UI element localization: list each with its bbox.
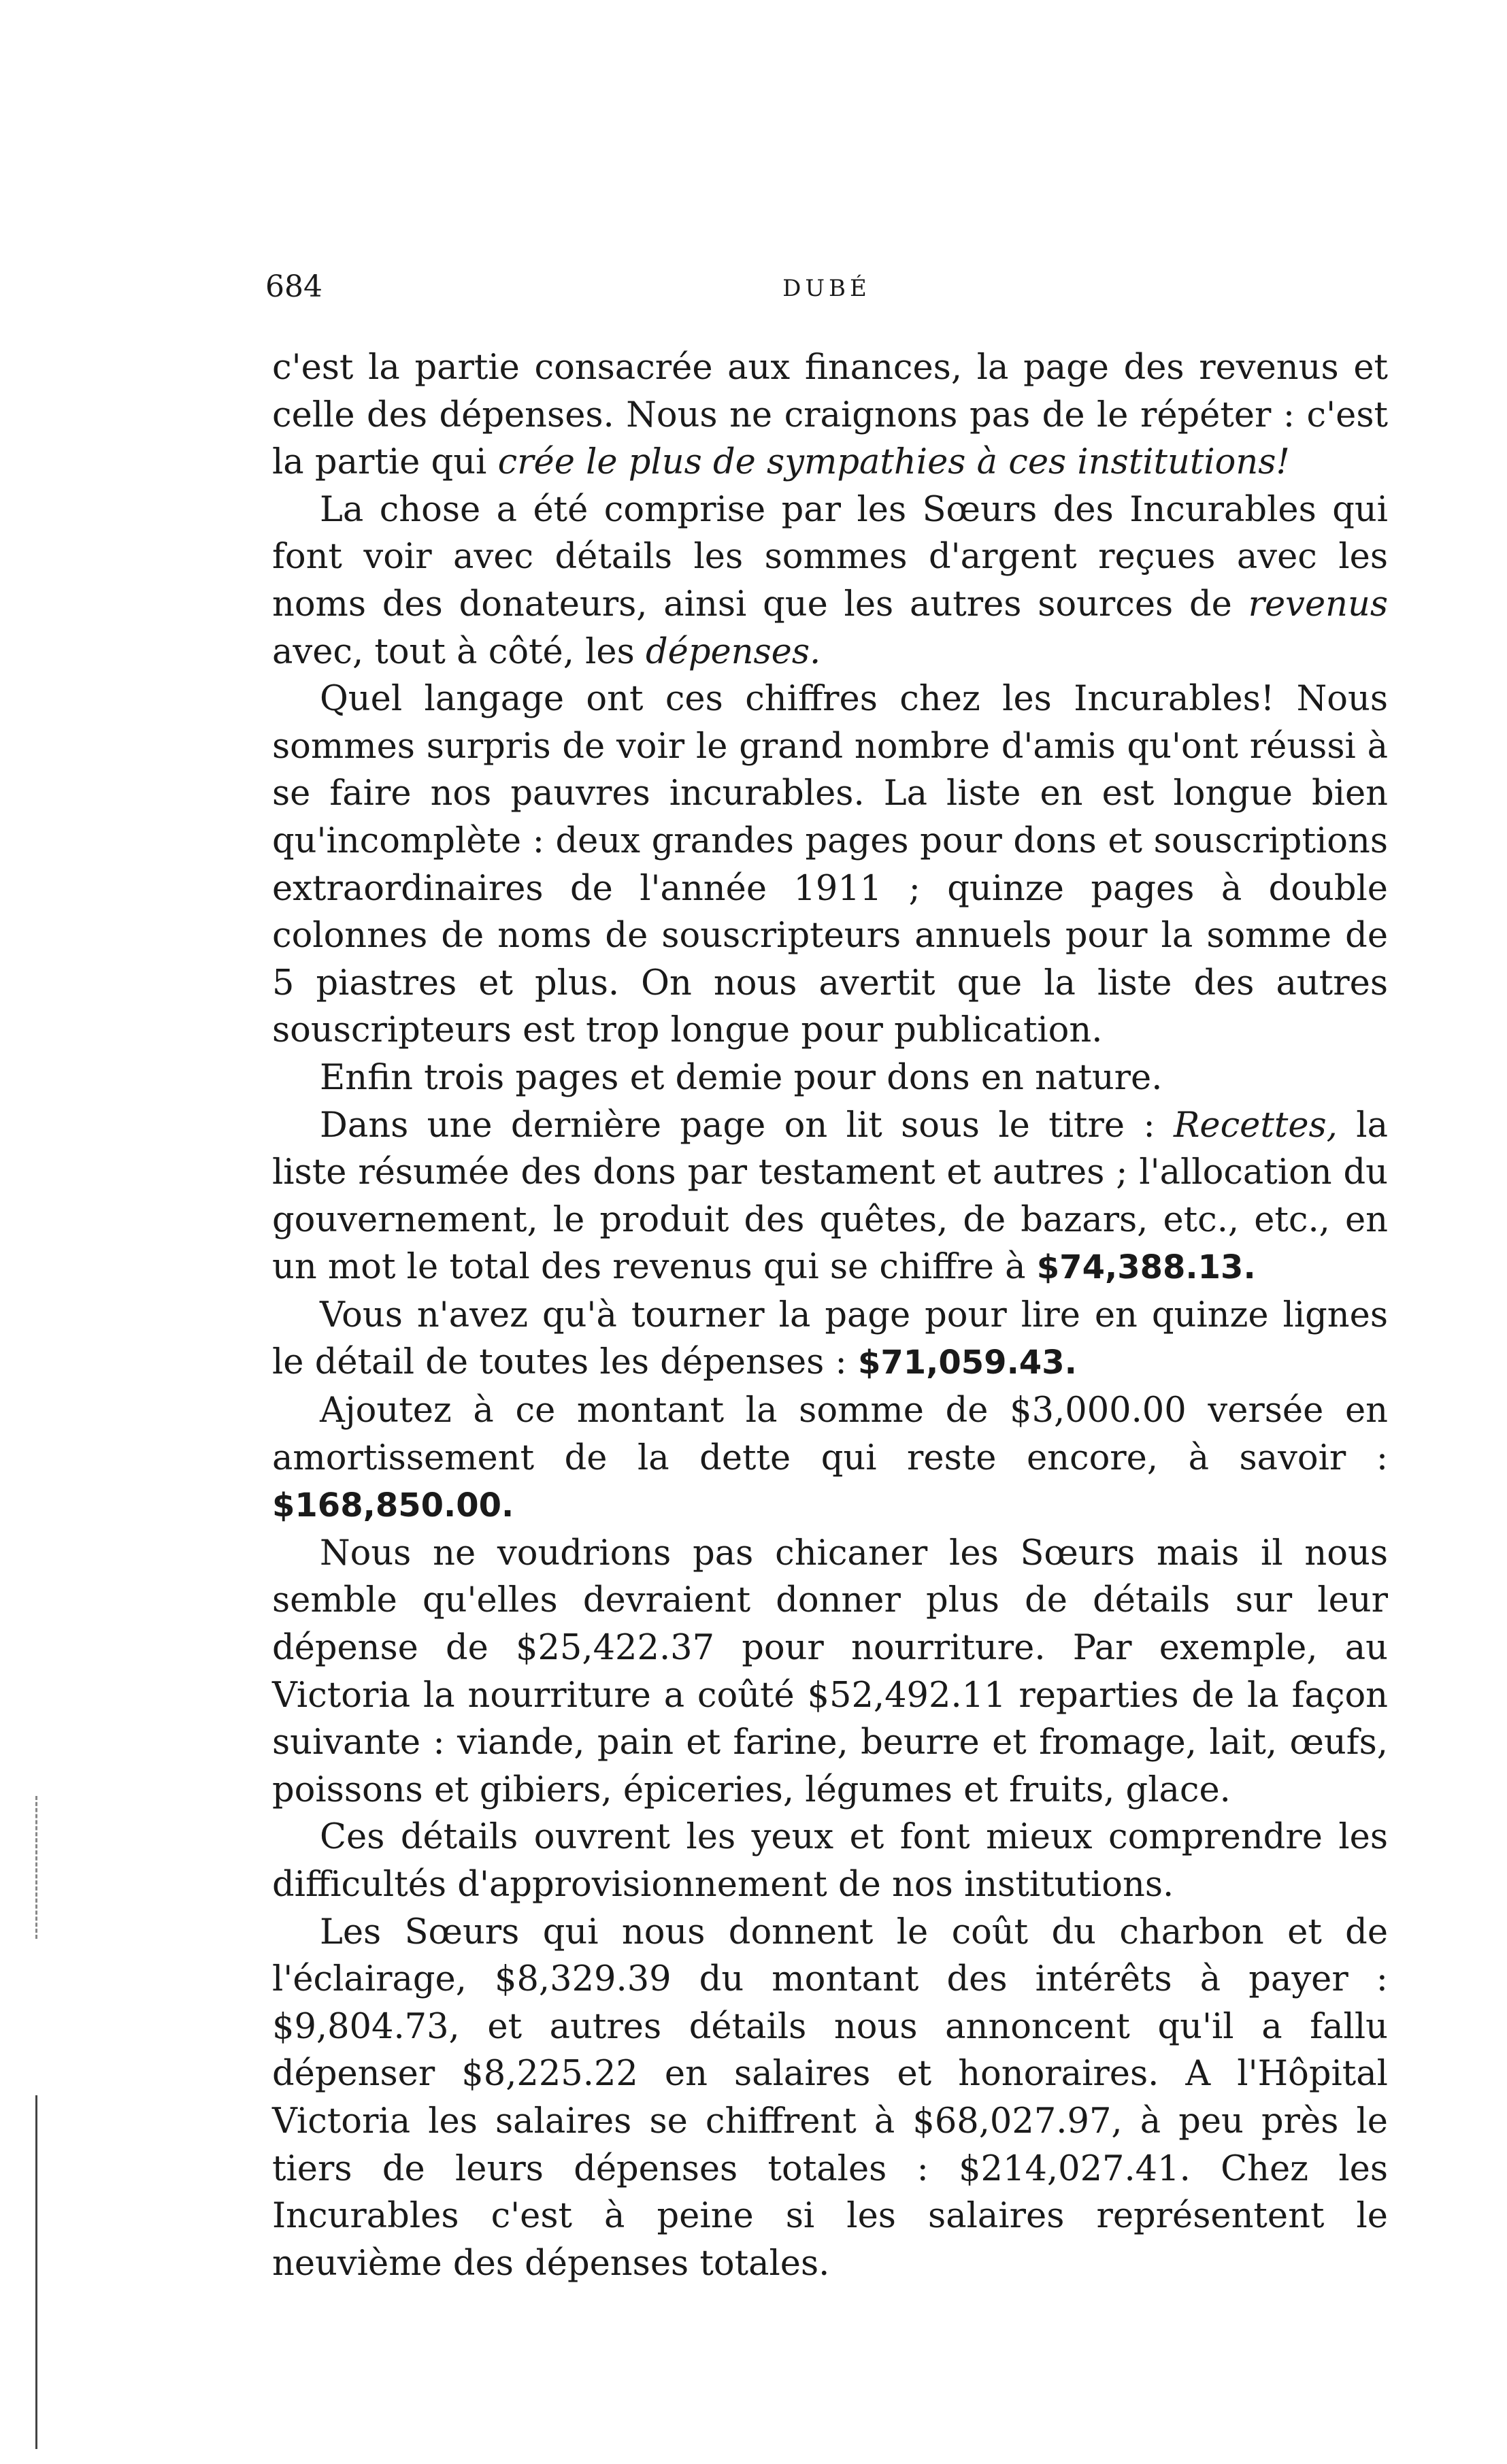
amount-remaining-debt: $168,850.00. bbox=[272, 1486, 514, 1525]
paragraph bbox=[272, 1292, 1388, 1387]
paragraph bbox=[272, 1054, 1388, 1102]
emphasis-text: crée le plus de sympathies à ces institutions! bbox=[497, 442, 1290, 483]
paragraph bbox=[272, 1814, 1388, 1908]
paragraph-text: Quel langage ont ces chiffres chez les Incurables! Nous sommes surpris de voir le grand nombre d'amis qu'ont réussi à se faire nos pauvres incurables. La liste en est longue bien qu'incomplète : deux grandes pages pour dons et souscriptions extraordinaires de l'année 1911 ; quinze pages à double colonnes de noms de souscripteurs annuels pour la somme de 5 piastres et plus. On nous avertit que la liste des autres souscripteurs est trop longue pour publication. bbox=[272, 679, 1388, 1051]
running-head: DUBÉ bbox=[782, 275, 871, 302]
body-text bbox=[272, 344, 1388, 2287]
paragraph-text: Nous ne voudrions pas chicaner les Sœurs mais il nous semble qu'elles devraient donner plus de détails sur leur dépense de $25,422.37 pour nourriture. Par exemple, au Victoria la nourriture a coûté $52,492.11 reparties de la façon suivante : viande, pain et farine, beurre et fromage, lait, œufs, poissons et gibiers, épiceries, légumes et fruits, glace. bbox=[272, 1533, 1388, 1810]
paragraph-text: Ajoutez à ce montant la somme de $3,000.00 versée en amortissement de la dette qui reste encore, à savoir : bbox=[272, 1391, 1388, 1478]
paragraph-text: La chose a été comprise par les Sœurs des Incurables qui font voir avec détails les sommes d'argent reçues avec les noms des donateurs, ainsi que les autres sources de bbox=[272, 489, 1388, 625]
paragraph bbox=[272, 1530, 1388, 1814]
paragraph bbox=[272, 676, 1388, 1054]
paragraph bbox=[272, 1387, 1388, 1530]
paragraph-text: Les Sœurs qui nous donnent le coût du charbon et de l'éclairage, $8,329.39 du montant des intérêts à payer : $9,804.73, et autres détails nous annoncent qu'il a fallu dépenser $8,225.22 en salaires et honoraires. A l'Hôpital Victoria les salaires se chiffrent à $68,027.97, à peu près le tiers de leurs dépenses totales : $214,027.41. Chez les Incurables c'est à peine si les salaires représentent le neuvième des dépenses totales. bbox=[272, 1912, 1388, 2284]
page-number: 684 bbox=[265, 269, 322, 304]
paragraph bbox=[272, 486, 1388, 676]
paragraph-text: Enfin trois pages et demie pour dons en nature. bbox=[320, 1057, 1163, 1098]
paragraph bbox=[272, 344, 1388, 486]
paragraph-text: Dans une dernière page on lit sous le titre : bbox=[320, 1105, 1174, 1146]
paragraph-text: avec, tout à côté, les bbox=[272, 631, 646, 672]
emphasis-text: Recettes, bbox=[1174, 1105, 1338, 1146]
emphasis-text: revenus bbox=[1248, 584, 1388, 625]
amount-total-revenue: $74,388.13. bbox=[1036, 1248, 1256, 1287]
paragraph-text: Ces détails ouvrent les yeux et font mieux comprendre les difficultés d'approvisionnement de nos institutions. bbox=[272, 1817, 1388, 1905]
paragraph-text: Vous n'avez qu'à tourner la page pour lire en quinze lignes le détail de toutes les dépenses : bbox=[272, 1295, 1388, 1383]
paragraph-text: c'est la partie consacrée aux finances, la page des revenus et celle des dépenses. Nous ne craignons pas de le répéter : c'est la partie qui bbox=[272, 348, 1388, 483]
paragraph bbox=[272, 1102, 1388, 1292]
emphasis-text: dépenses. bbox=[646, 631, 821, 672]
amount-total-expenses: $71,059.43. bbox=[857, 1344, 1077, 1382]
margin-rule bbox=[35, 2095, 37, 2449]
margin-rule bbox=[35, 1796, 37, 1939]
paragraph-text: la liste résumée des dons par testament et autres ; l'allocation du gouvernement, le produit des quêtes, de bazars, etc., etc., en un mot le total des revenus qui se chiffre à bbox=[272, 1105, 1388, 1288]
paragraph bbox=[272, 1909, 1388, 2288]
page-header bbox=[265, 267, 1388, 314]
